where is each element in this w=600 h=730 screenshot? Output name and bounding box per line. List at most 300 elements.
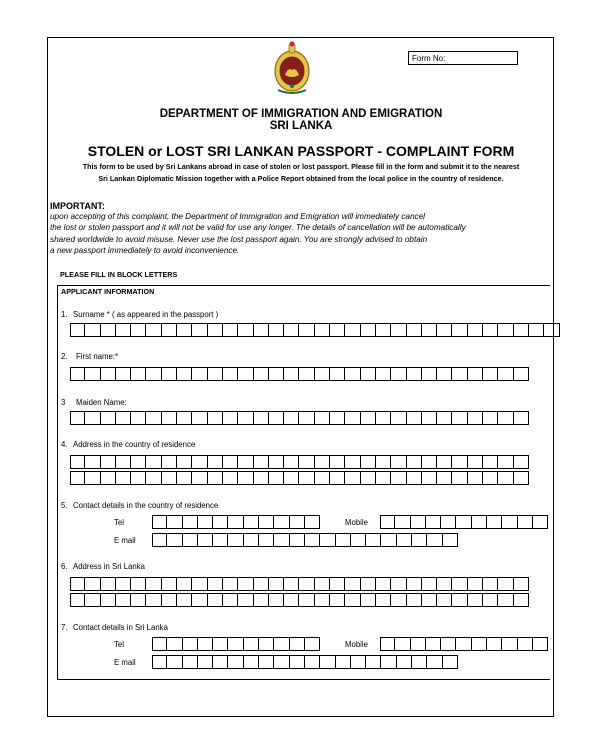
char-box[interactable]	[162, 577, 177, 591]
char-box[interactable]	[238, 593, 253, 607]
char-box[interactable]	[116, 593, 131, 607]
char-box[interactable]	[116, 455, 131, 469]
char-box[interactable]	[238, 411, 253, 425]
char-box[interactable]	[441, 515, 456, 529]
char-box[interactable]	[116, 577, 131, 591]
char-box[interactable]	[422, 471, 437, 485]
sri-lanka-address-boxes-2[interactable]	[70, 593, 529, 607]
char-box[interactable]	[361, 411, 376, 425]
char-box[interactable]	[468, 367, 483, 381]
char-box[interactable]	[177, 593, 192, 607]
char-box[interactable]	[315, 323, 330, 337]
char-box[interactable]	[411, 637, 426, 651]
char-box[interactable]	[146, 471, 161, 485]
char-box[interactable]	[483, 455, 498, 469]
char-box[interactable]	[116, 471, 131, 485]
residence-mobile-boxes[interactable]	[380, 515, 548, 529]
char-box[interactable]	[213, 637, 228, 651]
char-box[interactable]	[498, 367, 513, 381]
char-box[interactable]	[498, 455, 513, 469]
char-box[interactable]	[228, 655, 243, 669]
char-box[interactable]	[345, 455, 360, 469]
char-box[interactable]	[452, 411, 467, 425]
char-box[interactable]	[274, 637, 289, 651]
char-box[interactable]	[498, 471, 513, 485]
char-box[interactable]	[167, 655, 182, 669]
char-box[interactable]	[146, 323, 161, 337]
char-box[interactable]	[468, 323, 483, 337]
residence-email-boxes[interactable]	[152, 533, 458, 547]
char-box[interactable]	[85, 367, 100, 381]
char-box[interactable]	[208, 367, 223, 381]
char-box[interactable]	[162, 593, 177, 607]
sri-lanka-address-boxes-1[interactable]	[70, 577, 529, 591]
char-box[interactable]	[177, 577, 192, 591]
char-box[interactable]	[85, 593, 100, 607]
char-box[interactable]	[514, 593, 529, 607]
char-box[interactable]	[177, 471, 192, 485]
char-box[interactable]	[345, 577, 360, 591]
char-box[interactable]	[412, 655, 427, 669]
char-box[interactable]	[146, 577, 161, 591]
residence-tel-boxes[interactable]	[152, 515, 320, 529]
char-box[interactable]	[198, 655, 213, 669]
char-box[interactable]	[361, 323, 376, 337]
char-box[interactable]	[284, 593, 299, 607]
char-box[interactable]	[422, 455, 437, 469]
char-box[interactable]	[468, 471, 483, 485]
char-box[interactable]	[131, 471, 146, 485]
char-box[interactable]	[376, 471, 391, 485]
char-box[interactable]	[208, 455, 223, 469]
char-box[interactable]	[391, 411, 406, 425]
char-box[interactable]	[152, 533, 167, 547]
char-box[interactable]	[101, 471, 116, 485]
char-box[interactable]	[70, 455, 85, 469]
char-box[interactable]	[269, 411, 284, 425]
char-box[interactable]	[502, 515, 517, 529]
char-box[interactable]	[422, 367, 437, 381]
char-box[interactable]	[427, 655, 442, 669]
char-box[interactable]	[366, 533, 381, 547]
char-box[interactable]	[468, 593, 483, 607]
char-box[interactable]	[223, 323, 238, 337]
char-box[interactable]	[284, 471, 299, 485]
char-box[interactable]	[437, 367, 452, 381]
char-box[interactable]	[223, 411, 238, 425]
char-box[interactable]	[381, 533, 396, 547]
char-box[interactable]	[487, 515, 502, 529]
char-box[interactable]	[498, 411, 513, 425]
char-box[interactable]	[228, 515, 243, 529]
char-box[interactable]	[483, 593, 498, 607]
char-box[interactable]	[284, 323, 299, 337]
char-box[interactable]	[244, 637, 259, 651]
char-box[interactable]	[529, 323, 544, 337]
char-box[interactable]	[299, 411, 314, 425]
char-box[interactable]	[345, 367, 360, 381]
char-box[interactable]	[70, 411, 85, 425]
char-box[interactable]	[407, 411, 422, 425]
surname-boxes[interactable]	[70, 323, 560, 337]
char-box[interactable]	[376, 455, 391, 469]
char-box[interactable]	[452, 577, 467, 591]
char-box[interactable]	[254, 455, 269, 469]
char-box[interactable]	[391, 593, 406, 607]
char-box[interactable]	[345, 323, 360, 337]
sri-lanka-mobile-boxes[interactable]	[380, 637, 548, 651]
char-box[interactable]	[427, 533, 442, 547]
char-box[interactable]	[177, 411, 192, 425]
char-box[interactable]	[376, 367, 391, 381]
char-box[interactable]	[254, 471, 269, 485]
char-box[interactable]	[116, 367, 131, 381]
char-box[interactable]	[391, 577, 406, 591]
char-box[interactable]	[412, 533, 427, 547]
char-box[interactable]	[456, 515, 471, 529]
char-box[interactable]	[259, 637, 274, 651]
char-box[interactable]	[395, 515, 410, 529]
char-box[interactable]	[85, 411, 100, 425]
char-box[interactable]	[198, 533, 213, 547]
char-box[interactable]	[376, 411, 391, 425]
char-box[interactable]	[70, 577, 85, 591]
char-box[interactable]	[228, 533, 243, 547]
char-box[interactable]	[437, 577, 452, 591]
char-box[interactable]	[422, 577, 437, 591]
char-box[interactable]	[397, 655, 412, 669]
char-box[interactable]	[167, 515, 182, 529]
char-box[interactable]	[254, 411, 269, 425]
char-box[interactable]	[468, 577, 483, 591]
char-box[interactable]	[514, 577, 529, 591]
char-box[interactable]	[380, 515, 395, 529]
char-box[interactable]	[167, 533, 182, 547]
char-box[interactable]	[254, 593, 269, 607]
char-box[interactable]	[351, 655, 366, 669]
char-box[interactable]	[101, 455, 116, 469]
char-box[interactable]	[290, 515, 305, 529]
char-box[interactable]	[146, 411, 161, 425]
sri-lanka-email-boxes[interactable]	[152, 655, 458, 669]
char-box[interactable]	[320, 655, 335, 669]
char-box[interactable]	[290, 655, 305, 669]
char-box[interactable]	[330, 323, 345, 337]
char-box[interactable]	[361, 367, 376, 381]
char-box[interactable]	[254, 367, 269, 381]
char-box[interactable]	[208, 411, 223, 425]
char-box[interactable]	[514, 367, 529, 381]
char-box[interactable]	[376, 323, 391, 337]
char-box[interactable]	[238, 367, 253, 381]
char-box[interactable]	[238, 577, 253, 591]
char-box[interactable]	[407, 367, 422, 381]
char-box[interactable]	[131, 577, 146, 591]
char-box[interactable]	[315, 471, 330, 485]
char-box[interactable]	[452, 455, 467, 469]
char-box[interactable]	[198, 637, 213, 651]
char-box[interactable]	[452, 593, 467, 607]
char-box[interactable]	[238, 471, 253, 485]
char-box[interactable]	[407, 323, 422, 337]
char-box[interactable]	[183, 533, 198, 547]
char-box[interactable]	[391, 323, 406, 337]
char-box[interactable]	[305, 637, 320, 651]
char-box[interactable]	[483, 367, 498, 381]
char-box[interactable]	[544, 323, 559, 337]
char-box[interactable]	[376, 577, 391, 591]
char-box[interactable]	[208, 323, 223, 337]
char-box[interactable]	[299, 323, 314, 337]
char-box[interactable]	[244, 515, 259, 529]
char-box[interactable]	[208, 471, 223, 485]
char-box[interactable]	[70, 593, 85, 607]
char-box[interactable]	[70, 471, 85, 485]
char-box[interactable]	[315, 577, 330, 591]
char-box[interactable]	[437, 593, 452, 607]
char-box[interactable]	[299, 455, 314, 469]
char-box[interactable]	[330, 471, 345, 485]
char-box[interactable]	[391, 455, 406, 469]
char-box[interactable]	[259, 655, 274, 669]
char-box[interactable]	[299, 577, 314, 591]
char-box[interactable]	[498, 577, 513, 591]
char-box[interactable]	[361, 577, 376, 591]
char-box[interactable]	[299, 593, 314, 607]
char-box[interactable]	[183, 655, 198, 669]
residence-address-boxes-1[interactable]	[70, 455, 529, 469]
char-box[interactable]	[131, 367, 146, 381]
char-box[interactable]	[223, 455, 238, 469]
char-box[interactable]	[152, 637, 167, 651]
char-box[interactable]	[131, 593, 146, 607]
char-box[interactable]	[472, 515, 487, 529]
char-box[interactable]	[514, 455, 529, 469]
char-box[interactable]	[514, 323, 529, 337]
char-box[interactable]	[422, 593, 437, 607]
char-box[interactable]	[85, 577, 100, 591]
char-box[interactable]	[244, 655, 259, 669]
char-box[interactable]	[198, 515, 213, 529]
char-box[interactable]	[361, 455, 376, 469]
char-box[interactable]	[269, 323, 284, 337]
char-box[interactable]	[131, 455, 146, 469]
char-box[interactable]	[426, 637, 441, 651]
char-box[interactable]	[483, 577, 498, 591]
char-box[interactable]	[162, 367, 177, 381]
char-box[interactable]	[437, 455, 452, 469]
char-box[interactable]	[101, 323, 116, 337]
char-box[interactable]	[518, 515, 533, 529]
char-box[interactable]	[177, 455, 192, 469]
char-box[interactable]	[269, 367, 284, 381]
char-box[interactable]	[407, 455, 422, 469]
char-box[interactable]	[330, 593, 345, 607]
char-box[interactable]	[437, 471, 452, 485]
char-box[interactable]	[411, 515, 426, 529]
char-box[interactable]	[361, 471, 376, 485]
char-box[interactable]	[305, 533, 320, 547]
char-box[interactable]	[146, 367, 161, 381]
char-box[interactable]	[162, 323, 177, 337]
char-box[interactable]	[483, 323, 498, 337]
char-box[interactable]	[437, 411, 452, 425]
char-box[interactable]	[483, 471, 498, 485]
char-box[interactable]	[192, 455, 207, 469]
char-box[interactable]	[472, 637, 487, 651]
char-box[interactable]	[437, 323, 452, 337]
char-box[interactable]	[305, 655, 320, 669]
char-box[interactable]	[274, 655, 289, 669]
char-box[interactable]	[213, 655, 228, 669]
char-box[interactable]	[238, 455, 253, 469]
char-box[interactable]	[380, 637, 395, 651]
char-box[interactable]	[533, 515, 548, 529]
char-box[interactable]	[254, 577, 269, 591]
char-box[interactable]	[305, 515, 320, 529]
char-box[interactable]	[345, 471, 360, 485]
char-box[interactable]	[116, 411, 131, 425]
char-box[interactable]	[177, 367, 192, 381]
char-box[interactable]	[70, 323, 85, 337]
char-box[interactable]	[192, 323, 207, 337]
char-box[interactable]	[284, 411, 299, 425]
char-box[interactable]	[274, 533, 289, 547]
first-name-boxes[interactable]	[70, 367, 529, 381]
char-box[interactable]	[518, 637, 533, 651]
char-box[interactable]	[422, 411, 437, 425]
char-box[interactable]	[101, 577, 116, 591]
char-box[interactable]	[361, 593, 376, 607]
char-box[interactable]	[152, 655, 167, 669]
char-box[interactable]	[101, 411, 116, 425]
char-box[interactable]	[192, 593, 207, 607]
char-box[interactable]	[85, 323, 100, 337]
char-box[interactable]	[468, 455, 483, 469]
char-box[interactable]	[183, 637, 198, 651]
char-box[interactable]	[131, 411, 146, 425]
char-box[interactable]	[407, 471, 422, 485]
char-box[interactable]	[395, 637, 410, 651]
char-box[interactable]	[441, 637, 456, 651]
char-box[interactable]	[269, 593, 284, 607]
char-box[interactable]	[131, 323, 146, 337]
char-box[interactable]	[315, 593, 330, 607]
char-box[interactable]	[330, 411, 345, 425]
char-box[interactable]	[376, 593, 391, 607]
char-box[interactable]	[192, 577, 207, 591]
maiden-name-boxes[interactable]	[70, 411, 529, 425]
char-box[interactable]	[152, 515, 167, 529]
char-box[interactable]	[101, 367, 116, 381]
char-box[interactable]	[498, 593, 513, 607]
char-box[interactable]	[426, 515, 441, 529]
char-box[interactable]	[452, 471, 467, 485]
char-box[interactable]	[146, 593, 161, 607]
char-box[interactable]	[330, 577, 345, 591]
char-box[interactable]	[223, 471, 238, 485]
char-box[interactable]	[177, 323, 192, 337]
char-box[interactable]	[269, 577, 284, 591]
char-box[interactable]	[162, 455, 177, 469]
char-box[interactable]	[101, 593, 116, 607]
char-box[interactable]	[483, 411, 498, 425]
char-box[interactable]	[284, 577, 299, 591]
char-box[interactable]	[443, 655, 458, 669]
char-box[interactable]	[422, 323, 437, 337]
char-box[interactable]	[208, 593, 223, 607]
char-box[interactable]	[244, 533, 259, 547]
char-box[interactable]	[223, 367, 238, 381]
char-box[interactable]	[167, 637, 182, 651]
char-box[interactable]	[514, 471, 529, 485]
char-box[interactable]	[345, 411, 360, 425]
char-box[interactable]	[456, 637, 471, 651]
char-box[interactable]	[192, 471, 207, 485]
char-box[interactable]	[192, 411, 207, 425]
char-box[interactable]	[498, 323, 513, 337]
char-box[interactable]	[254, 323, 269, 337]
sri-lanka-tel-boxes[interactable]	[152, 637, 320, 651]
char-box[interactable]	[391, 471, 406, 485]
char-box[interactable]	[162, 411, 177, 425]
char-box[interactable]	[468, 411, 483, 425]
char-box[interactable]	[514, 411, 529, 425]
char-box[interactable]	[238, 323, 253, 337]
char-box[interactable]	[351, 533, 366, 547]
char-box[interactable]	[381, 655, 396, 669]
char-box[interactable]	[391, 367, 406, 381]
char-box[interactable]	[299, 367, 314, 381]
char-box[interactable]	[533, 637, 548, 651]
char-box[interactable]	[336, 655, 351, 669]
char-box[interactable]	[269, 471, 284, 485]
char-box[interactable]	[330, 367, 345, 381]
char-box[interactable]	[269, 455, 284, 469]
char-box[interactable]	[290, 533, 305, 547]
char-box[interactable]	[146, 455, 161, 469]
char-box[interactable]	[213, 533, 228, 547]
char-box[interactable]	[315, 367, 330, 381]
char-box[interactable]	[299, 471, 314, 485]
char-box[interactable]	[223, 577, 238, 591]
char-box[interactable]	[162, 471, 177, 485]
char-box[interactable]	[407, 593, 422, 607]
char-box[interactable]	[284, 455, 299, 469]
char-box[interactable]	[336, 533, 351, 547]
char-box[interactable]	[315, 411, 330, 425]
char-box[interactable]	[85, 471, 100, 485]
form-number-field[interactable]	[408, 51, 518, 65]
char-box[interactable]	[116, 323, 131, 337]
char-box[interactable]	[315, 455, 330, 469]
char-box[interactable]	[259, 533, 274, 547]
char-box[interactable]	[320, 533, 335, 547]
residence-address-boxes-2[interactable]	[70, 471, 529, 485]
char-box[interactable]	[213, 515, 228, 529]
char-box[interactable]	[330, 455, 345, 469]
char-box[interactable]	[366, 655, 381, 669]
char-box[interactable]	[192, 367, 207, 381]
char-box[interactable]	[223, 593, 238, 607]
char-box[interactable]	[452, 323, 467, 337]
char-box[interactable]	[290, 637, 305, 651]
char-box[interactable]	[208, 577, 223, 591]
char-box[interactable]	[274, 515, 289, 529]
char-box[interactable]	[407, 577, 422, 591]
char-box[interactable]	[443, 533, 458, 547]
char-box[interactable]	[70, 367, 85, 381]
